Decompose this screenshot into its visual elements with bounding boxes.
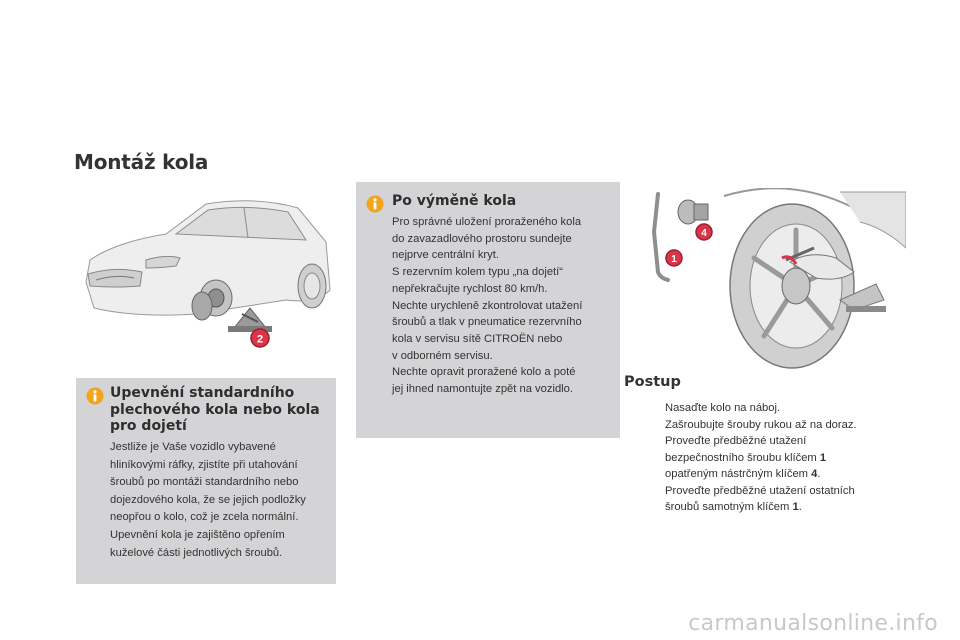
text-line: Nechte urychleně zkontrolovat utažení <box>392 299 583 312</box>
watermark: carmanualsonline.info <box>688 611 938 636</box>
procedure-step <box>644 483 894 516</box>
info-panel-after-change <box>356 182 620 438</box>
tool-ref: 4 <box>811 468 818 480</box>
text-line: nepřekračujte rychlost 80 km/h. <box>392 282 548 295</box>
text-line: Pro správné uložení proraženého kola <box>392 216 582 228</box>
panel-body <box>110 439 332 562</box>
title-line: plechového kola nebo kola <box>110 401 320 418</box>
step-text <box>665 466 894 483</box>
procedure-step <box>644 433 894 483</box>
tool-ref: 1 <box>792 501 799 513</box>
text-line: kuželové části jednotlivých šroubů. <box>110 546 283 559</box>
procedure-step <box>644 417 894 434</box>
info-icon <box>366 195 384 213</box>
procedure-steps <box>644 400 894 516</box>
text-line: neopřou o kolo, což je zcela normální. <box>110 511 299 524</box>
text-line: dojezdového kola, že se jejich podložky <box>110 493 306 506</box>
title-line: pro dojetí <box>110 418 187 434</box>
step-text-part: opatřeným nástrčným klíčem <box>665 468 812 480</box>
text-line: šroubů po montáži standardního nebo <box>110 476 299 489</box>
text-line: Nechte opravit proražené kolo a poté <box>392 366 576 379</box>
text-line: šroubů a tlak v pneumatice rezervního <box>392 316 582 329</box>
step-text-part: . <box>798 501 802 513</box>
step-text <box>665 499 894 516</box>
text-line: jej ihned namontujte zpět na vozidlo. <box>392 383 573 396</box>
text-line: kola v servisu sítě CITROËN nebo <box>392 332 563 345</box>
text-line: nejprve centrální kryt. <box>392 249 499 262</box>
step-text: Zašroubujte šrouby rukou až na doraz. <box>665 418 857 431</box>
page-title: Montáž kola <box>74 150 209 174</box>
panel-title: Po výměně kola <box>392 193 517 209</box>
info-icon <box>86 387 104 405</box>
tool-ref: 1 <box>819 451 827 464</box>
procedure-title: Postup <box>624 374 681 390</box>
step-text-part: šroubů samotným klíčem <box>665 501 793 513</box>
info-panel-wheel-mounting <box>76 378 336 584</box>
panel-title <box>110 385 332 435</box>
text-line: Upevnění kola je zajištěno opřením <box>110 528 285 541</box>
step-text: Proveďte předběžné utažení <box>665 435 807 447</box>
procedure-step <box>644 400 894 417</box>
callout-1: 1 <box>671 254 677 265</box>
step-text: Nasaďte kolo na náboj. <box>665 402 781 414</box>
text-line: S rezervním kolem typu „na dojetí“ <box>392 266 563 279</box>
wheel-wrench-illustration <box>640 188 906 376</box>
step-text-part: . <box>817 468 821 480</box>
title-line: Upevnění standardního <box>110 385 295 401</box>
text-line: hliníkovými ráfky, zjistíte při utahování <box>110 458 298 471</box>
callout-4: 4 <box>701 228 707 239</box>
car-jack-illustration <box>76 182 340 370</box>
text-line: v odborném servisu. <box>392 349 493 362</box>
step-text: Proveďte předběžné utažení ostatních <box>665 484 855 497</box>
text-line: Jestliže je Vaše vozidlo vybavené <box>110 441 276 453</box>
panel-body <box>392 214 616 398</box>
step-text-part: bezpečnostního šroubu klíčem <box>665 451 820 464</box>
step-text <box>665 450 894 467</box>
text-line: do zavazadlového prostoru sundejte <box>392 232 572 245</box>
callout-2: 2 <box>256 333 264 346</box>
